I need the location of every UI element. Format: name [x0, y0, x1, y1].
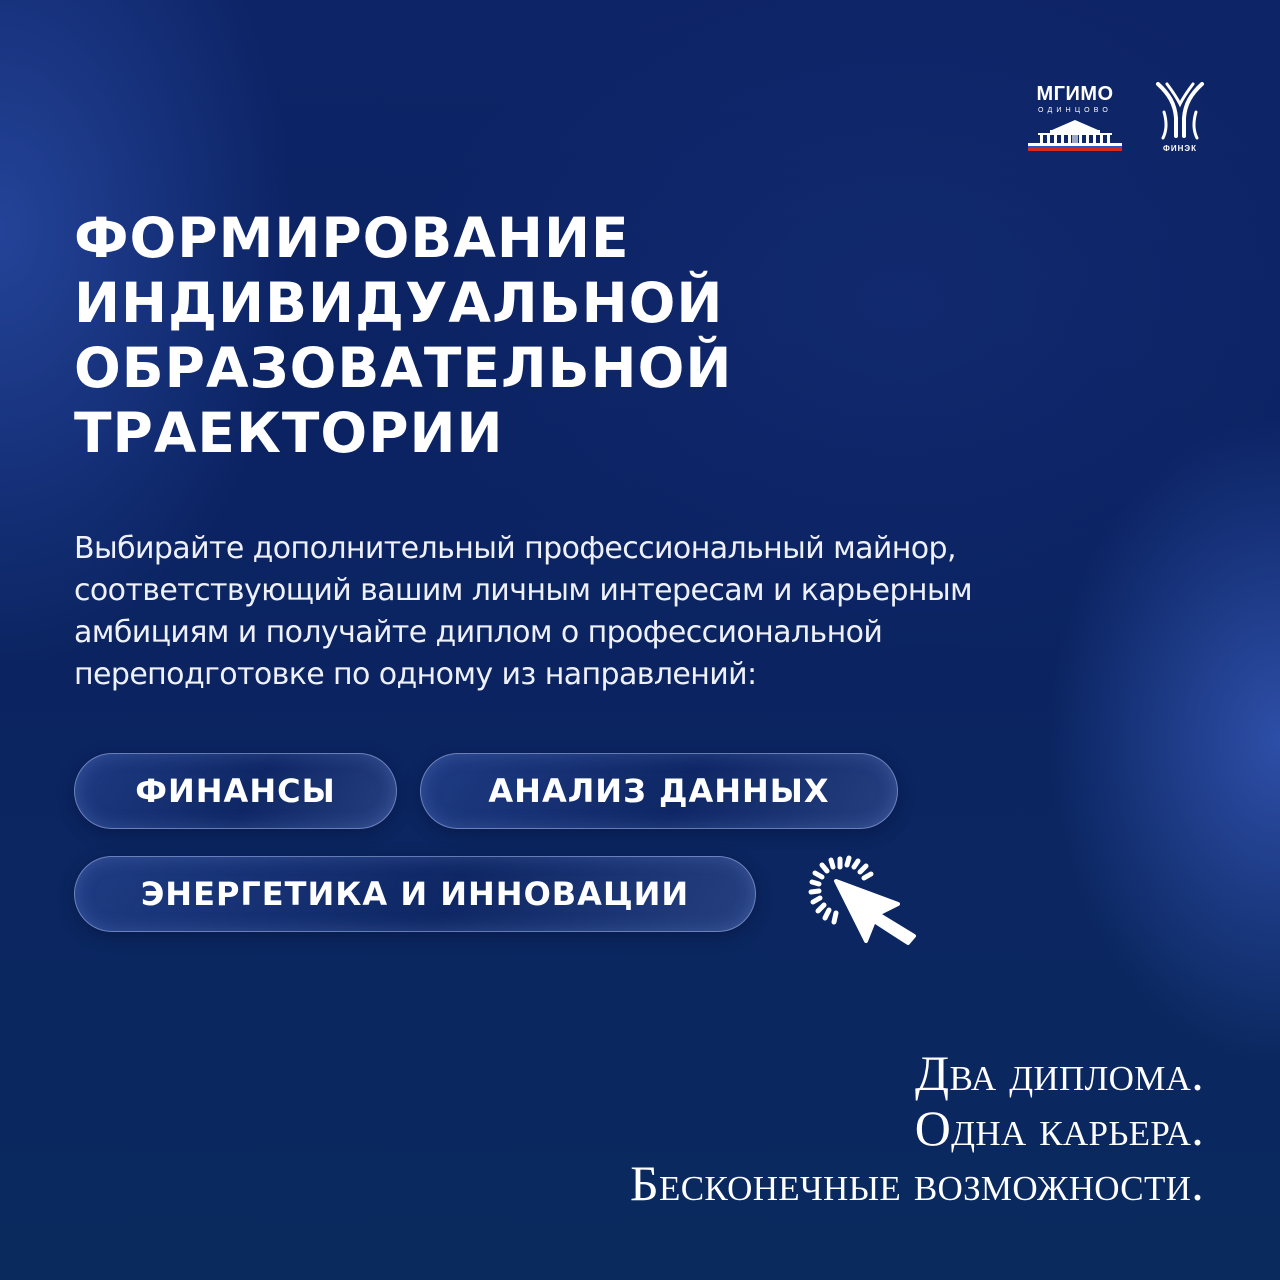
- description-text: [74, 528, 1174, 696]
- finek-emblem-icon: [1155, 82, 1205, 140]
- mgimo-logo-title: МГИМО: [1036, 83, 1114, 105]
- description-line: переподготовке по одному из направлений:: [74, 657, 757, 692]
- headline-line: ФОРМИРОВАНИЕ: [74, 206, 630, 270]
- finek-logo: [1150, 82, 1210, 156]
- headline-line: ОБРАЗОВАТЕЛЬНОЙ: [74, 336, 733, 400]
- tagline-line: Бесконечные возможности.: [630, 1155, 1204, 1211]
- headline-line: ТРАЕКТОРИИ: [74, 401, 504, 465]
- finek-logo-label: ФИНЭК: [1163, 144, 1197, 153]
- building-icon: [1028, 118, 1122, 152]
- finance-chip[interactable]: ФИНАНСЫ: [74, 753, 397, 829]
- headline-line: ИНДИВИДУАЛЬНОЙ: [74, 271, 724, 335]
- click-cursor-icon: [800, 848, 930, 958]
- description-line: амбициям и получайте диплом о профессиональной: [74, 615, 883, 650]
- description-line: соответствующий вашим личным интересам и карьерным: [74, 573, 973, 608]
- page-headline: [74, 206, 934, 466]
- description-line: Выбирайте дополнительный профессиональный майнор,: [74, 531, 956, 566]
- mgimo-logo-subtitle: ОДИНЦОВО: [1037, 107, 1113, 114]
- energy-innovation-chip[interactable]: ЭНЕРГЕТИКА И ИННОВАЦИИ: [74, 856, 756, 932]
- tagline-line: Одна карьера.: [914, 1100, 1204, 1156]
- mgimo-logo: [1026, 84, 1124, 154]
- tagline: [444, 1046, 1204, 1211]
- tagline-line: Два диплома.: [915, 1045, 1204, 1101]
- data-analysis-chip[interactable]: АНАЛИЗ ДАННЫХ: [420, 753, 898, 829]
